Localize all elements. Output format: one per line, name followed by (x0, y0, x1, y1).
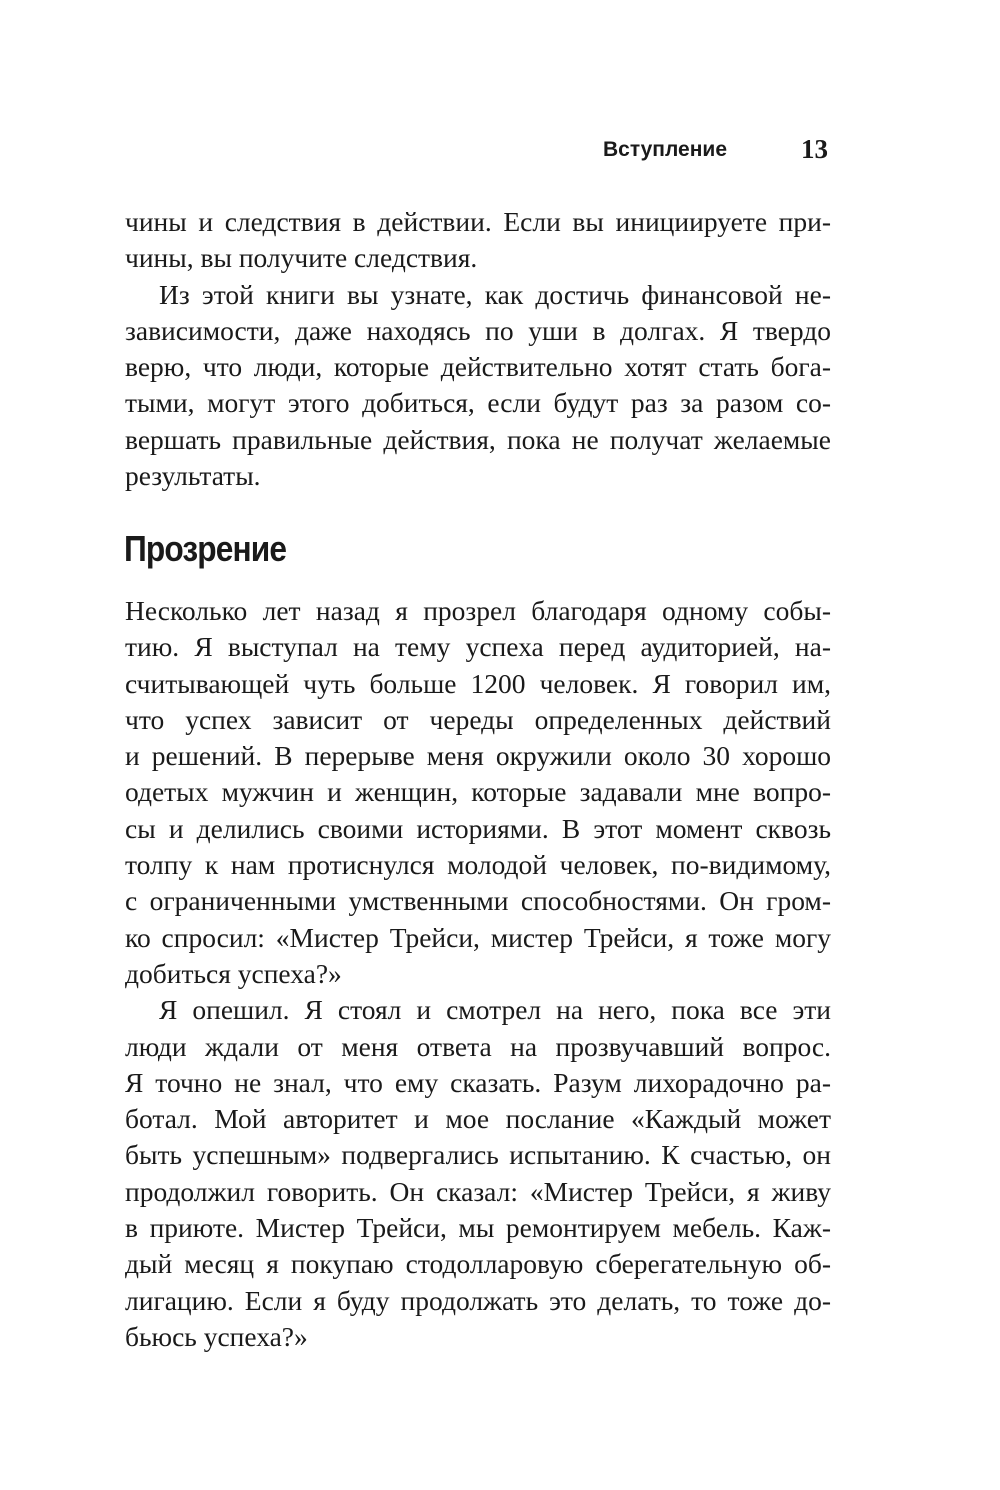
text-line: чины и следствия в действии. Если вы инициируете при- (125, 206, 831, 237)
text-line: верю, что люди, которые действительно хотят стать бога- (125, 351, 831, 383)
paragraph (125, 593, 831, 992)
text-line: и решений. В перерыве меня окружили около 30 хорошо (125, 740, 831, 772)
text-line: продолжил говорить. Он сказал: «Мистер Трейси, я живу (125, 1175, 831, 1207)
running-header (0, 134, 1000, 168)
text-line: люди ждали от меня ответа на прозвучавший вопрос. (125, 1030, 831, 1062)
text-line: Я точно не знал, что ему сказать. Разум лихорадочно ра- (125, 1066, 831, 1098)
text-line: зависимости, даже находясь по уши в долгах. Я твердо (125, 314, 831, 346)
text-line: что успех зависит от череды определенных действий (125, 703, 831, 735)
text-line: тыми, могут этого добиться, если будут раз за разом со- (125, 387, 831, 419)
text-line: Несколько лет назад я прозрел благодаря одному собы- (125, 595, 831, 626)
paragraph (125, 277, 831, 495)
text-line: быть успешным» подвергались испытанию. К счастью, он (125, 1139, 831, 1171)
text-line: Из этой книги вы узнате, как достичь финансовой не- (159, 278, 831, 310)
text-line: чины, вы получите следствия. (125, 242, 478, 274)
text-line: толпу к нам протиснулся молодой человек, по-видимому, (125, 849, 831, 881)
text-line: вершать правильные действия, пока не получат желаемые (125, 423, 831, 455)
paragraph (125, 992, 831, 1355)
text-line: ботал. Мой авторитет и мое послание «Каждый может (125, 1103, 831, 1135)
section-heading: Прозрение (124, 528, 287, 569)
text-line: Я опешил. Я стоял и смотрел на него, пока все эти (159, 994, 831, 1026)
page-number: 13 (801, 134, 828, 164)
text-line: добиться успеха?» (125, 957, 342, 989)
text-line: с ограниченными умственными способностями. Он гром- (125, 885, 831, 917)
text-line: лигацию. Если я буду продолжать это делать, то тоже до- (125, 1284, 831, 1316)
text-line: дый месяц я покупаю стодолларовую сберегательную об- (125, 1248, 831, 1280)
text-block-intro (125, 204, 831, 494)
text-line: одетых мужчин и женщин, которые задавали мне вопро- (125, 776, 831, 808)
text-line: результаты. (125, 460, 261, 492)
text-line: считывающей чуть больше 1200 человек. Я говорил им, (125, 667, 831, 699)
text-line: сы и делились своими историями. В этот момент сквозь (125, 812, 831, 844)
text-line: бьюсь успеха?» (125, 1320, 308, 1352)
text-line: в приюте. Мистер Трейси, мы ремонтируем мебель. Каж- (125, 1212, 831, 1244)
text-block-main (125, 593, 831, 1355)
paragraph (125, 204, 831, 277)
text-line: ко спросил: «Мистер Трейси, мистер Трейси, я тоже могу (125, 921, 831, 953)
text-line: тию. Я выступал на тему успеха перед аудиторией, на- (125, 631, 831, 663)
section-title: Вступление (602, 138, 727, 161)
